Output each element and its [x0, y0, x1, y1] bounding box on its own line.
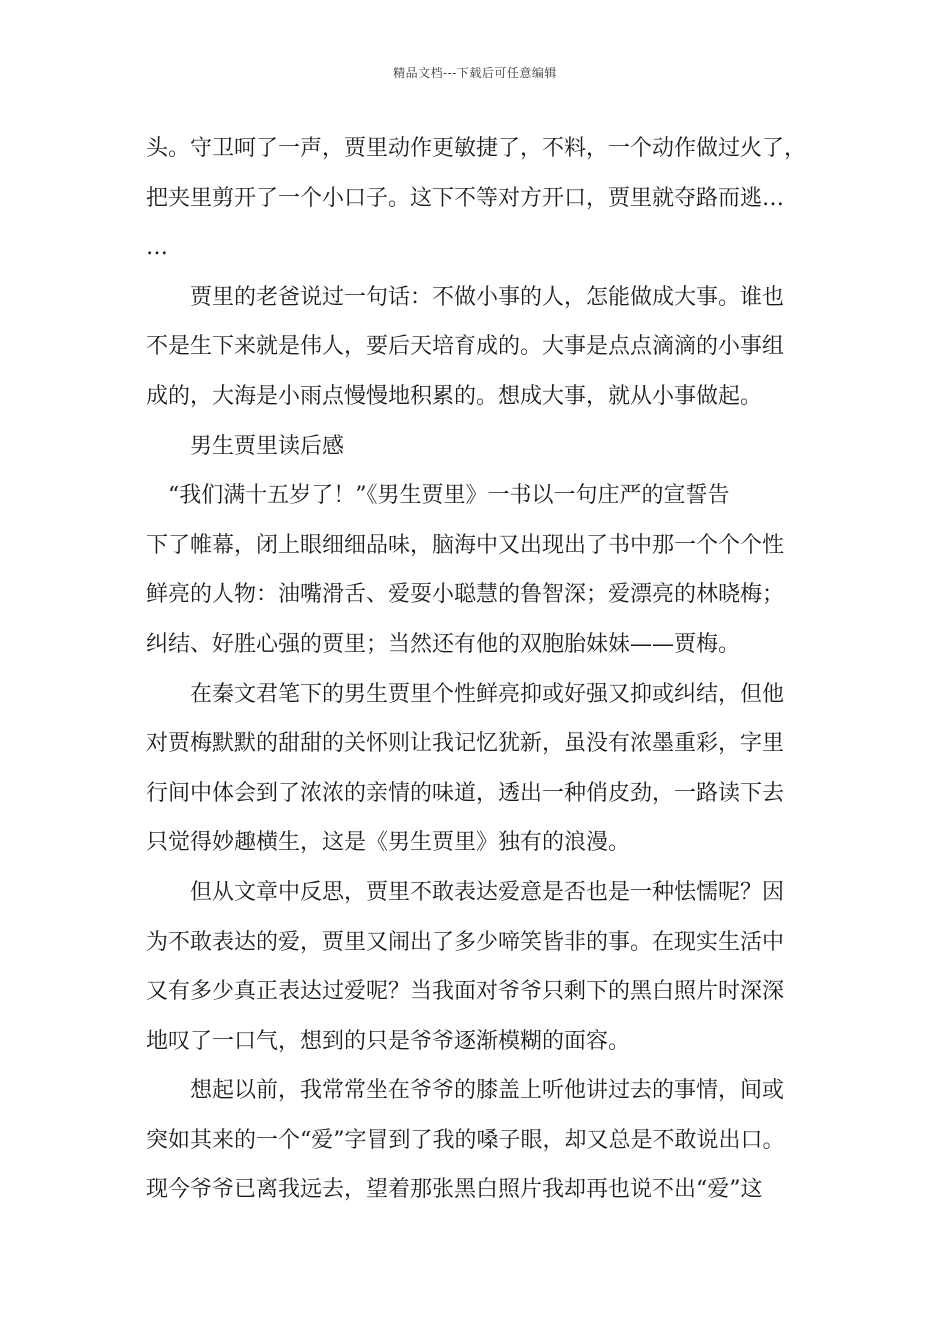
text-line: 突如其来的一个“爱”字冒到了我的嗓子眼，却又总是不敢说出口。 — [146, 1127, 785, 1153]
text-line: 但从文章中反思，贾里不敢表达爱意是否也是一种怯懦呢？因 — [146, 879, 785, 905]
text-line: 不是生下来就是伟人，要后天培育成的。大事是点点滴滴的小事组 — [146, 334, 785, 360]
text-line: 贾里的老爸说过一句话：不做小事的人，怎能做成大事。谁也 — [146, 284, 785, 310]
text-line: “我们满十五岁了！”《男生贾里》一书以一句庄严的宣誓告 — [146, 483, 730, 509]
text-line: 又有多少真正表达过爱呢？当我面对爷爷只剩下的黑白照片时深深 — [146, 979, 785, 1005]
text-line: 在秦文君笔下的男生贾里个性鲜亮抑或好强又抑或纠结，但他 — [146, 681, 785, 707]
text-line: 头。守卫呵了一声，贾里动作更敏捷了，不料，一个动作做过火了， — [146, 136, 807, 161]
page-header: 精品文档---下载后可任意编辑 — [393, 66, 557, 80]
text-line: 为不敢表达的爱，贾里又闹出了多少啼笑皆非的事。在现实生活中 — [146, 929, 785, 955]
text-line: 行间中体会到了浓浓的亲情的味道，透出一种俏皮劲，一路读下去 — [146, 780, 785, 806]
text-line: 鲜亮的人物：油嘴滑舌、爱耍小聪慧的鲁智深；爱漂亮的林晓梅； — [146, 582, 785, 608]
text-line: 想起以前，我常常坐在爷爷的膝盖上听他讲过去的事情，间或 — [146, 1078, 785, 1104]
text-line: 地叹了一口气，想到的只是爷爷逐渐模糊的面容。 — [146, 1028, 631, 1054]
text-line: 把夹里剪开了一个小口子。这下不等对方开口，贾里就夺路而逃… — [146, 185, 785, 211]
section-title: 男生贾里读后感 — [146, 433, 345, 459]
text-line: 成的，大海是小雨点慢慢地积累的。想成大事，就从小事做起。 — [146, 383, 763, 409]
document-body — [146, 124, 826, 1215]
text-line: 对贾梅默默的甜甜的关怀则让我记忆犹新，虽没有浓墨重彩，字里 — [146, 731, 785, 757]
text-line: 纠结、好胜心强的贾里；当然还有他的双胞胎妹妹——贾梅。 — [146, 631, 741, 657]
text-line: … — [146, 235, 168, 261]
text-line: 下了帷幕，闭上眼细细品味，脑海中又出现出了书中那一个个个性 — [146, 532, 785, 558]
text-line: 现今爷爷已离我远去，望着那张黑白照片我却再也说不出“爱”这 — [146, 1177, 763, 1203]
text-line: 只觉得妙趣横生，这是《男生贾里》独有的浪漫。 — [146, 830, 631, 856]
